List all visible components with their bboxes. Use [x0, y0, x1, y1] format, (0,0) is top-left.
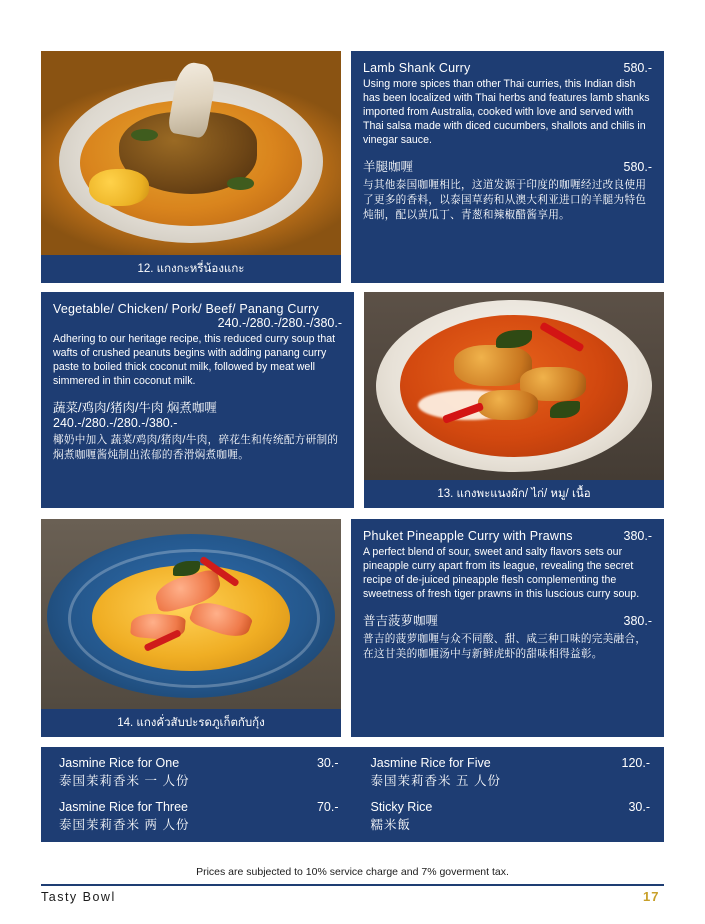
dish-caption-pineapple-prawns: 14. แกงคั่วสับปะรดภูเก็ตกับกุ้ง: [41, 709, 341, 737]
dish-heading-en: [363, 529, 652, 543]
food-illustration: [364, 292, 664, 480]
dish-title-cn: 蔬菜/鸡肉/猪肉/牛肉 焖煮咖喱: [53, 400, 217, 415]
rice-row: [371, 755, 651, 789]
rice-price-table: [41, 747, 664, 842]
dish-panel-panang: [41, 292, 354, 508]
dish-description-en: Adhering to our heritage recipe, this reduced curry soup that wafts of crushed peanuts begins with adding panang curry paste to boiled thick coconut milk, followed by meat well simmered in thin coconut milk.: [53, 333, 336, 387]
footer-note: Prices are subjected to 10% service charge and 7% goverment tax.: [196, 866, 509, 878]
page-number: 17: [643, 889, 660, 904]
rice-row: [371, 799, 651, 833]
dish-title-cn: 羊腿咖喱: [363, 159, 414, 174]
dish-price-en: 580.-: [623, 61, 652, 75]
rice-name-en: Jasmine Rice for Five: [370, 756, 491, 770]
rice-name-en: Sticky Rice: [370, 800, 433, 814]
dish-heading-cn: [53, 398, 342, 430]
dish-title-en: Vegetable/ Chicken/ Pork/ Beef/ Panang Curry: [53, 302, 319, 316]
dish-caption-panang: 13. แกงพะแนงผัก/ ไก่/ หมู/ เนื้อ: [364, 480, 664, 508]
dish-description-en: A perfect blend of sour, sweet and salty flavors sets our pineapple curry apart from its league, revealing the secret recipe of de-juiced pineapple flesh complementing the sweetness of fresh tiger prawns in this luscious curry soup.: [363, 546, 640, 600]
dish-panel-pineapple-prawns: [351, 519, 664, 737]
dish-heading-cn: [363, 157, 652, 175]
rice-row: [59, 755, 339, 789]
rice-price: 30.-: [628, 800, 650, 814]
rice-name-cn: 泰国茉莉香米 五 人份: [370, 774, 501, 788]
dish-heading-cn: [363, 611, 652, 629]
rice-column-left: [41, 747, 353, 842]
dish-price-cn: 380.-: [623, 613, 652, 628]
dish-title-en: Lamb Shank Curry: [363, 61, 471, 75]
food-illustration: [41, 519, 341, 709]
rice-name-en: Jasmine Rice for One: [59, 756, 180, 770]
dish-title-cn: 普吉菠萝咖喱: [363, 613, 439, 628]
dish-heading-en: [53, 302, 342, 330]
dish-description-cn: 椰奶中加入 蔬菜/鸡肉/猪肉/牛肉，碎花生和传统配方研制的焖煮咖喱酱炖制出浓郁的香滑焖煮咖喱。: [53, 433, 339, 461]
rice-column-right: [353, 747, 665, 842]
rice-price: 70.-: [316, 800, 339, 814]
dish-photo-panang: [364, 292, 664, 480]
dish-price-cn: 240.-/280.-/280.-/380.-: [53, 415, 178, 430]
rice-name-en: Jasmine Rice for Three: [59, 800, 188, 814]
dish-price-en: 240.-/280.-/280.-/380.-: [217, 316, 342, 330]
rice-price: 30.-: [316, 756, 339, 770]
rice-price: 120.-: [621, 756, 650, 770]
food-illustration: [41, 51, 341, 255]
dish-caption-lamb-shank: 12. แกงกะหรี่น้องแกะ: [41, 255, 341, 283]
rice-name-cn: 泰国茉莉香米 一 人份: [59, 774, 190, 788]
dish-photo-lamb-shank: [41, 51, 341, 255]
dish-description-cn: 普吉的菠萝咖喱与众不同酸、甜、咸三种口味的完美融合，在这甘美的咖喱汤中与新鲜虎虾的甜味相得益彰。: [363, 632, 647, 660]
dish-heading-en: [363, 61, 652, 75]
dish-description-cn: 与其他泰国咖喱相比，这道发源于印度的咖喱经过改良使用了更多的香料，以泰国草药和从澳大利亚进口的羊腿为特色炖制，配以黄瓜丁、青葱和辣椒醋酱享用。: [363, 178, 647, 221]
rice-name-cn: 糯米飯: [370, 818, 412, 832]
dish-price-en: 380.-: [623, 529, 652, 543]
dish-title-en: Phuket Pineapple Curry with Prawns: [363, 529, 573, 543]
footer-divider: [41, 884, 664, 886]
dish-price-cn: 580.-: [623, 159, 652, 174]
dish-photo-pineapple-prawns: [41, 519, 341, 709]
dish-description-en: Using more spices than other Thai curries, this Indian dish has been localized with Thai herbs and features lamb shanks imported from Australia, cooked with love and served with Thai salsa made with diced cucumbers, shallots and chilis in vinegar sauce.: [363, 78, 650, 146]
rice-row: [59, 799, 339, 833]
footer-brand: Tasty Bowl: [41, 890, 116, 904]
rice-name-cn: 泰国茉莉香米 两 人份: [59, 818, 190, 832]
dish-panel-lamb-shank: [351, 51, 664, 283]
